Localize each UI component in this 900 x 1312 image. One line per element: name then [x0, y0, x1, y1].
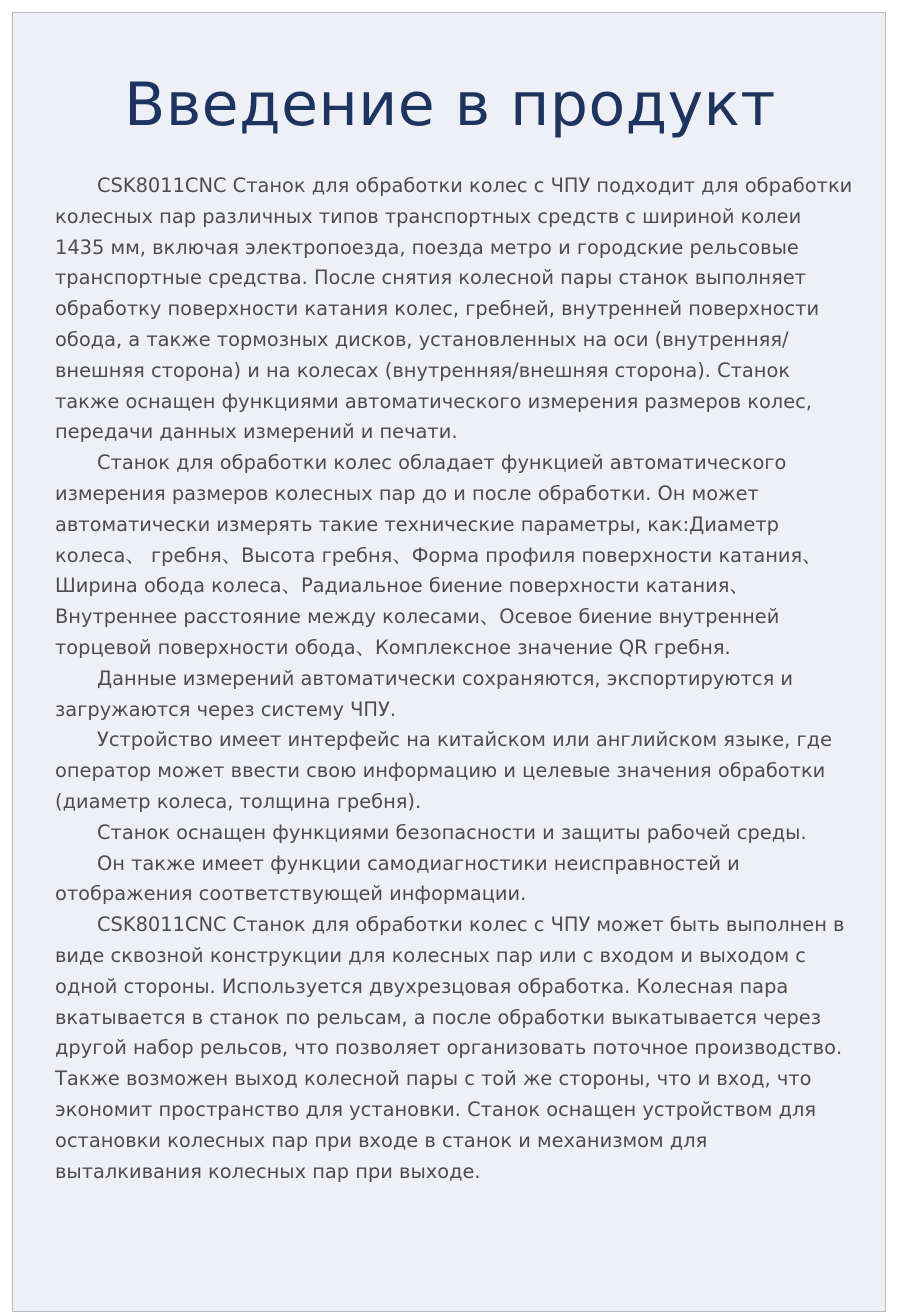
paragraph-interface: Устройство имеет интерфейс на китайском или английском языке, где оператор может ввести свою информацию и целевые значения обработки (диаметр колеса, толщина гребня).: [55, 728, 833, 813]
paragraph-intro: CSK8011CNC Станок для обработки колес с ЧПУ подходит для обработки колесных пар различных типов транспортных средств с шириной колеи 1435 мм, включая электропоезда, поезда метро и городские рельсовые транспортные средства. После снятия колесной пары станок выполняет обработку поверхности катания колес, гребней, внутренней поверхности обода, а также тормозных дисков, установленных на оси (внутренняя/внешняя сторона) и на колесах (внутренняя/внешняя сторона). Станок также оснащен функциями автоматического измерения размеров колес, передачи данных измерений и печати.: [55, 174, 853, 444]
page-title: Введение в продукт: [124, 70, 776, 140]
document-card: [12, 12, 886, 1312]
paragraph-measurement: Станок для обработки колес обладает функцией автоматического измерения размеров колесных пар до и после обработки. Он может автоматически измерять такие технические параметры, как:Диаметр колеса、 гребня、Высота гребня、Форма профиля поверхности катания、Ширина обода колеса、Радиальное биение поверхности катания、Внутреннее расстояние между колесами、Осевое биение внутренней торцевой поверхности обода、Комплексное значение QR гребня.: [55, 451, 822, 659]
paragraph-diagnostics: Он также имеет функции самодиагностики неисправностей и отображения соответствующей информации.: [55, 851, 740, 906]
document-body: [55, 171, 855, 1187]
paragraph-construction: CSK8011CNC Станок для обработки колес с ЧПУ может быть выполнен в виде сквозной конструкции для колесных пар или с входом и выходом с одной стороны. Используется двухрезцовая обработка. Колесная пара вкатывается в станок по рельсам, а после обработки выкатывается через другой набор рельсов, что позволяет организовать поточное производство. Также возможен выход колесной пары с той же стороны, что и вход, что экономит пространство для установки. Станок оснащен устройством для остановки колесных пар при входе в станок и механизмом для выталкивания колесных пар при выходе.: [55, 913, 845, 1183]
paragraph-safety: Станок оснащен функциями безопасности и защиты рабочей среды.: [97, 820, 807, 844]
paragraph-data-export: Данные измерений автоматически сохраняются, экспортируются и загружаются через систему ЧПУ.: [55, 666, 794, 721]
